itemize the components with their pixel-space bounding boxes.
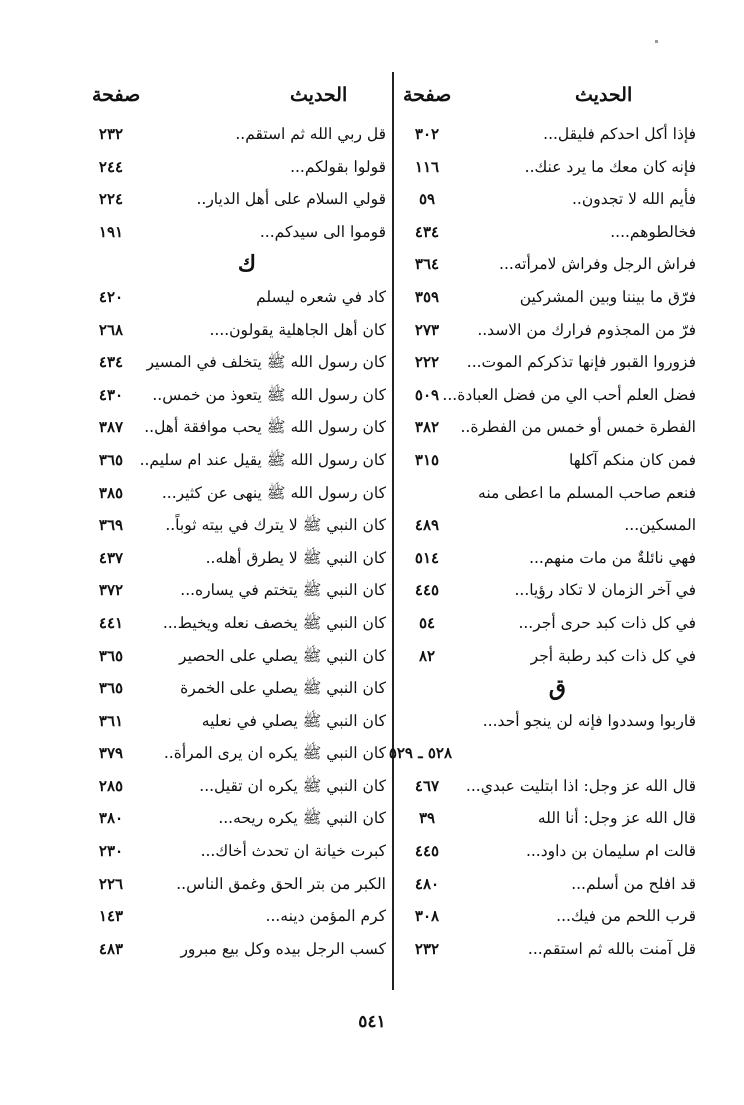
hadith-text: كان النبي ﷺ يصلي على الخمرة [180, 679, 386, 698]
scan-speck [655, 40, 658, 43]
page-ref: ٢٢٦ [98, 874, 124, 893]
hadith-text: قولوا بقولكم... [290, 157, 386, 176]
hadith-entry [396, 705, 696, 738]
hadith-text: فراش الرجل وفراش لامرأته... [499, 255, 696, 274]
hadith-text: فأيم الله لا تجدون.. [571, 190, 696, 209]
hadith-text: كبرت خيانة ان تحدث أخاك... [200, 842, 386, 861]
hadith-entry [396, 640, 696, 673]
hadith-entry [86, 933, 386, 966]
hadith-entry [86, 900, 386, 933]
hadith-text: الفطرة خمس أو خمس من الفطرة.. [460, 418, 696, 437]
hadith-entry [86, 607, 386, 640]
hadith-text: فمن كان منكم آكلها [569, 450, 696, 469]
hadith-entry [396, 868, 696, 901]
page-ref: ٣٩ [418, 809, 436, 828]
hadith-text: قاربوا وسددوا فإنه لن ينجو أحد... [482, 711, 696, 730]
page-ref: ٤٤٥ [414, 842, 440, 861]
page-ref: ٥٠٩ [414, 385, 440, 404]
hadith-text: قل ربي الله ثم استقم.. [235, 125, 386, 143]
hadith-text: كان النبي ﷺ لا يطرق أهله.. [205, 548, 386, 567]
hadith-text: في آخر الزمان لا تكاد رؤيا... [514, 581, 696, 600]
page-ref: ٢٢٤ [98, 190, 124, 209]
page-ref: ٥١٤ [414, 548, 440, 567]
hadith-text: كان رسول الله ﷺ يحب موافقة أهل.. [144, 418, 386, 437]
page-ref: ٣٦٥ [98, 679, 124, 698]
page-ref: ٥٩ [418, 190, 436, 209]
hadith-entry [86, 118, 386, 151]
page-ref: ١٩١ [98, 222, 124, 241]
page-ref: ٣٧٩ [98, 744, 124, 763]
page-ref: ٤٨٠ [414, 874, 440, 893]
hadith-text: قال الله عز وجل: أنا الله [537, 809, 696, 828]
hadith-text: فخالطوهم.... [610, 222, 696, 241]
hadith-text: الكبر من بتر الحق وغمق الناس.. [176, 874, 386, 893]
hadith-text: قد افلح من أسلم... [571, 874, 696, 893]
page-ref: ٣٠٨ [414, 907, 440, 926]
page-ref: ٤٨٣ [98, 939, 124, 958]
hadith-text: فهي نائلةٌ من مات منهم... [529, 548, 696, 567]
section-letter [86, 248, 386, 281]
page-ref: ٣٨٧ [98, 418, 124, 437]
hadith-entry [396, 542, 696, 575]
left-column-page-header: صفحة [92, 84, 141, 106]
hadith-entry [86, 835, 386, 868]
hadith-entry [396, 900, 696, 933]
hadith-text: كان النبي ﷺ يتختم في يساره... [180, 581, 386, 600]
hadith-entry [86, 314, 386, 347]
page-ref: ٤٣٤ [98, 353, 124, 372]
right-column-page-header: صفحة [403, 84, 452, 106]
hadith-text: كان النبي ﷺ لا يترك في بيته ثوباً.. [165, 516, 386, 535]
page-ref: ٤٦٧ [414, 776, 440, 795]
page-ref: ٤٨٩ [414, 516, 440, 535]
hadith-text: كان النبي ﷺ يخصف نعله ويخيط... [162, 613, 386, 632]
page-ref: ٣٠٢ [414, 125, 440, 143]
page-ref: ٣٥٩ [414, 287, 440, 306]
hadith-text: فرّق ما بيننا وبين المشركين [519, 287, 696, 306]
hadith-text: قل آمنت بالله ثم استقم... [527, 939, 696, 958]
hadith-entry [86, 477, 386, 510]
hadith-text: كان رسول الله ﷺ يتعوذ من خمس.. [152, 385, 386, 404]
hadith-entry [388, 737, 696, 770]
page-ref: ٣٦١ [98, 711, 124, 730]
hadith-text: كرم المؤمن دينه... [265, 907, 386, 926]
hadith-text: كان أهل الجاهلية يقولون.... [209, 320, 386, 339]
hadith-entry [86, 868, 386, 901]
hadith-entry [86, 346, 386, 379]
hadith-entry [396, 314, 696, 347]
page-ref: ١١٦ [414, 157, 440, 176]
hadith-entry [396, 933, 696, 966]
hadith-text: كان النبي ﷺ يكره ان يرى المرأة.. [163, 744, 386, 763]
hadith-entry [86, 281, 386, 314]
hadith-entry [396, 183, 696, 216]
hadith-entry [86, 151, 386, 184]
hadith-entry [396, 411, 696, 444]
hadith-entry [86, 705, 386, 738]
page-ref: ٢٢٢ [414, 353, 440, 372]
page-ref: ٣٦٥ [98, 450, 124, 469]
hadith-text: في كل ذات كبد حرى أجر... [518, 613, 696, 632]
page-ref: ٢٧٣ [414, 320, 440, 339]
hadith-entry [86, 640, 386, 673]
page-ref: ٤٤٥ [414, 581, 440, 600]
hadith-text: فزوروا القبور فإنها تذكركم الموت... [466, 353, 696, 372]
section-letter-label: ك [237, 251, 256, 278]
hadith-text: المسكين... [624, 516, 696, 535]
hadith-entry [86, 542, 386, 575]
page-ref: ٣٦٩ [98, 516, 124, 535]
hadith-text: فإذا أكل احدكم فليقل... [543, 125, 696, 143]
hadith-entry [86, 737, 386, 770]
hadith-text: فنعم صاحب المسلم ما اعطى منه [478, 483, 696, 502]
hadith-entry [86, 574, 386, 607]
hadith-entry [86, 672, 386, 705]
hadith-entry [396, 802, 696, 835]
hadith-entry [396, 574, 696, 607]
hadith-entry [396, 118, 696, 151]
hadith-text: كان النبي ﷺ يصلي في نعليه [201, 711, 386, 730]
hadith-text: فضل العلم أحب الي من فضل العبادة... [442, 385, 696, 404]
page-ref: ٢٣٢ [414, 939, 440, 958]
column-divider [392, 72, 394, 990]
hadith-text: كان رسول الله ﷺ ينهى عن كثير... [161, 483, 386, 502]
hadith-text: فإنه كان معك ما يرد عنك.. [524, 157, 696, 176]
hadith-entry [396, 248, 696, 281]
section-letter-label: ق [548, 675, 566, 702]
hadith-entry [396, 346, 696, 379]
hadith-text: في كل ذات كبد رطبة أجر [530, 646, 696, 665]
page-ref: ٤٣٤ [414, 222, 440, 241]
page-ref: ٣٧٢ [98, 581, 124, 600]
hadith-text: فرّ من المجذوم فرارك من الاسد.. [477, 320, 696, 339]
hadith-entry [86, 802, 386, 835]
page-ref: ٤٣٧ [98, 548, 124, 567]
page-ref: ٢٤٤ [98, 157, 124, 176]
hadith-entry [396, 835, 696, 868]
left-column-title: الحديث [290, 84, 348, 106]
page-number: ٥٤١ [358, 1012, 386, 1032]
hadith-text: كان رسول الله ﷺ يتخلف في المسير [146, 353, 386, 372]
hadith-entry [396, 151, 696, 184]
section-letter [396, 672, 696, 705]
page-ref: ٢٣٢ [98, 125, 124, 143]
hadith-text: قولي السلام على أهل الديار.. [196, 190, 386, 209]
hadith-entry [86, 183, 386, 216]
hadith-entry [86, 509, 386, 542]
hadith-text: كاد في شعره ليسلم [256, 287, 386, 306]
hadith-entry [396, 281, 696, 314]
right-column [388, 118, 696, 965]
hadith-entry [396, 379, 696, 412]
hadith-text: قوموا الى سيدكم... [259, 222, 386, 241]
hadith-entry [396, 607, 696, 640]
hadith-text: قال الله عز وجل: اذا ابتليت عبدي... [465, 776, 696, 795]
hadith-text: كان النبي ﷺ يكره ريحه... [218, 809, 386, 828]
page-ref: ٣٨٥ [98, 483, 124, 502]
hadith-entry [86, 770, 386, 803]
page-ref: ٢٨٥ [98, 776, 124, 795]
hadith-entry [396, 477, 696, 510]
hadith-entry [396, 509, 696, 542]
page-ref: ٤٢٠ [98, 287, 124, 306]
right-column-title: الحديث [575, 84, 633, 106]
page-ref: ٣٦٥ [98, 646, 124, 665]
hadith-text: كان النبي ﷺ يكره ان تقيل... [199, 776, 386, 795]
page-ref: ٥٢٨ ـ ٥٢٩ [388, 744, 452, 763]
hadith-entry [396, 216, 696, 249]
hadith-text: قرب اللحم من فيك... [556, 907, 696, 926]
hadith-entry [86, 444, 386, 477]
page-ref: ٣٦٤ [414, 255, 440, 274]
hadith-text: كان رسول الله ﷺ يقيل عند ام سليم.. [139, 450, 386, 469]
hadith-text: كسب الرجل بيده وكل بيع مبرور [180, 939, 386, 958]
page-ref: ٣٨٢ [414, 418, 440, 437]
page-ref: ٥٤ [418, 613, 436, 632]
page-ref: ٢٣٠ [98, 842, 124, 861]
page-ref: ٢٦٨ [98, 320, 124, 339]
hadith-entry [86, 411, 386, 444]
hadith-entry [86, 379, 386, 412]
hadith-entry [86, 216, 386, 249]
page-ref: ١٤٣ [98, 907, 124, 926]
hadith-entry [396, 770, 696, 803]
hadith-text: قالت ام سليمان بن داود... [525, 842, 696, 861]
page-ref: ٣٨٠ [98, 809, 124, 828]
left-column [86, 118, 386, 965]
page-ref: ٣١٥ [414, 450, 440, 469]
hadith-text: كان النبي ﷺ يصلي على الحصير [179, 646, 386, 665]
page-ref: ٤٤١ [98, 613, 124, 632]
hadith-entry [396, 444, 696, 477]
page-ref: ٨٢ [418, 646, 436, 665]
page-ref: ٤٣٠ [98, 385, 124, 404]
